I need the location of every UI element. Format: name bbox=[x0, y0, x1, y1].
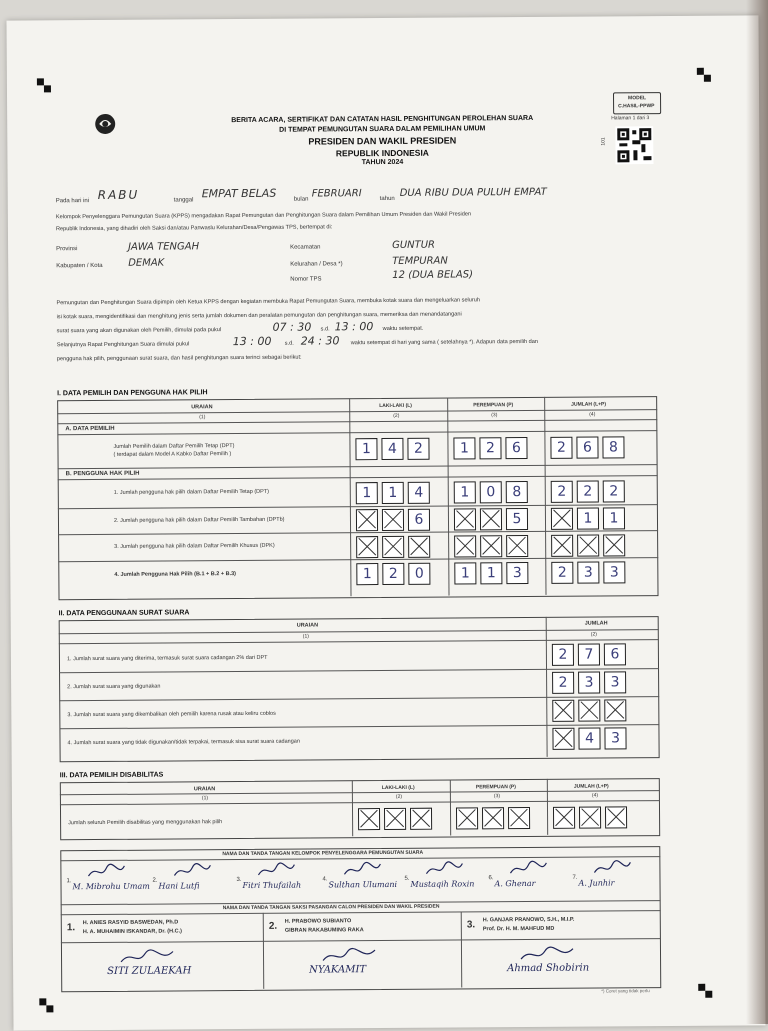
jumlah-value bbox=[551, 561, 625, 584]
section-3-title: III. DATA PEMILIH DISABILITAS bbox=[59, 771, 164, 780]
disabilitas-laki-value bbox=[358, 808, 432, 831]
digit-cell: 1 bbox=[382, 482, 404, 504]
kecamatan-value: GUNTUR bbox=[392, 239, 436, 251]
footer-code bbox=[65, 996, 66, 1001]
start-time: 07 : 30 bbox=[272, 320, 312, 334]
digit-cell: 1 bbox=[453, 437, 475, 459]
hari-value: RABU bbox=[97, 187, 140, 203]
laki-laki-value bbox=[356, 509, 430, 532]
paslon-capres: H. PRABOWO SUBIANTO bbox=[284, 918, 352, 925]
count-end: 24 : 30 bbox=[300, 334, 340, 348]
digit-cell: 1 bbox=[356, 482, 378, 504]
digit-cell: 0 bbox=[480, 481, 502, 503]
digit-cell bbox=[382, 509, 404, 531]
digit-cell: 3 bbox=[577, 562, 599, 584]
signature-stroke bbox=[172, 861, 212, 881]
digit-cell bbox=[551, 508, 573, 530]
provinsi-value: JAWA TENGAH bbox=[128, 241, 200, 253]
digit-cell: 1 bbox=[603, 507, 625, 529]
digit-cell: 8 bbox=[506, 481, 528, 503]
digit-cell bbox=[552, 728, 574, 750]
kpps-number: 1. bbox=[66, 878, 72, 885]
digit-cell bbox=[408, 536, 430, 558]
digit-cell: 3 bbox=[506, 562, 528, 584]
digit-cell bbox=[553, 807, 575, 829]
digit-cell: 4 bbox=[578, 728, 600, 750]
digit-cell: 5 bbox=[506, 508, 528, 530]
digit-cell bbox=[358, 808, 380, 830]
paslon-number: 2. bbox=[268, 920, 278, 932]
header-year: TAHUN 2024 bbox=[361, 158, 404, 167]
perempuan-value bbox=[454, 508, 528, 531]
signature-stroke bbox=[508, 859, 548, 879]
digit-cell: 2 bbox=[407, 438, 429, 460]
section-3-digit-cells bbox=[6, 15, 758, 20]
registration-mark bbox=[698, 984, 705, 991]
paslon-number: 1. bbox=[66, 922, 76, 934]
kpps-signature-name: A. Junhir bbox=[578, 878, 615, 888]
kpps-number: 7. bbox=[572, 874, 578, 881]
digit-cell: 3 bbox=[604, 727, 626, 749]
digit-cell: 1 bbox=[577, 508, 599, 530]
tahun-value: DUA RIBU DUA PULUH EMPAT bbox=[399, 186, 547, 199]
page-edge-shadow bbox=[746, 0, 768, 1024]
digit-cell: 4 bbox=[408, 482, 430, 504]
model-box: MODEL C.HASIL-PPWP bbox=[613, 92, 661, 114]
digit-cell: 2 bbox=[552, 672, 574, 694]
saksi-signature-name: NYAKAMIT bbox=[309, 964, 367, 976]
jumlah-value bbox=[551, 534, 625, 557]
disabilitas-perempuan-value bbox=[456, 807, 530, 830]
digit-cell: 2 bbox=[603, 480, 625, 502]
page-indicator: Halaman 1 dari 3 bbox=[611, 115, 650, 122]
kpps-number: 3. bbox=[236, 877, 242, 884]
jumlah-surat-value bbox=[552, 699, 626, 722]
jumlah-value bbox=[551, 480, 625, 503]
jumlah-value bbox=[551, 507, 625, 530]
digit-cell: 3 bbox=[578, 672, 600, 694]
digit-cell bbox=[454, 508, 476, 530]
signature-stroke bbox=[342, 860, 382, 880]
laki-laki-value bbox=[356, 482, 430, 505]
kpps-signature-name: Fitri Thufailah bbox=[242, 880, 302, 891]
paslon-capres: H. GANJAR PRANOWO, S.H., M.I.P. bbox=[482, 916, 575, 924]
digit-cell bbox=[605, 806, 627, 828]
digit-cell: 6 bbox=[408, 509, 430, 531]
digit-cell bbox=[480, 535, 502, 557]
digit-cell: 2 bbox=[382, 563, 404, 585]
header-line2: DI TEMPAT PEMUNGUTAN SUARA DALAM PEMILIHAN UMUM bbox=[279, 125, 486, 134]
jumlah-surat-value bbox=[552, 671, 626, 694]
paslon-capres: H. ANIES RASYID BASWEDAN, Ph.D bbox=[82, 919, 179, 927]
kpu-logo-icon bbox=[93, 112, 117, 136]
digit-cell bbox=[551, 535, 573, 557]
digit-cell bbox=[578, 700, 600, 722]
saksi-signature-name: SITI ZULAEKAH bbox=[107, 965, 192, 977]
form-sheet: MODEL C.HASIL-PPWP Halaman 1 dari 3 101 BERITA ACARA, SERTIFIKAT DAN CATATAN HASIL PENGHITUNGAN PEROLEHAN SUARA DI TEMPAT PEMUNGUTAN SUARA DALAM PEMILIHAN UMUM PRESIDEN DAN WAKIL PRESIDEN REPUBLIK INDONESIA TAHUN 2024 Pada hari ini RABU tanggal EMPAT BELAS bulan FEBRUARI tahun DUA RIBU DUA PULUH EMPAT Kelompok Penyelenggara Pemungutan Suara (KPPS) mengadakan Rapat Pemungutan dan Penghitungan Suara dalam Pemilihan Umum Presiden dan Wakil Presiden Republik Indonesia, yang dihadiri oleh Saksi dan/atau Panwaslu Kelurahan/Desa/Pengawas TPS, bertempat di: Provinsi JAWA TENGAH Kabupaten / Kota DEMAK Kecamatan GUNTUR Kelurahan / Desa *) TEMPURAN Nomor TPS 12 (DUA BELAS) Pemungutan dan Penghitungan Suara dipimpin oleh Ketua KPPS dengan kegiatan membuka Rapat Pemungutan Suara, membuka kotak suara dan mengeluarkan seluruh isi kotak suara, mengidentifikasi dan menghitung jenis serta jumlah dokumen dan peralatan pemungutan dan penghitungan suara, memeriksa dan menandatangani surat suara yang akan digunakan oleh Pemilih, dimulai pada pukul 07 : 30 s.d. 13 : 00 waktu setempat. Selanjutnya Rapat Penghitungan Suara dimulai pukul 13 : 00 s.d. 24 : 30 waktu setempat di hari yang sama ( setelahnya *). Adapun data pemilih dan pengguna hak pilih, penggunaan surat suara, dan hasil penghitungan suara terinci sebagai berikut: I. DATA PEMILIH DAN PENGGUNA HAK PILIH URAIAN LAKI-LAKI (L) PEREMPUAN (P) JUMLAH (L+P) (1) (2) (3) (4) A. DATA PEMILIH Jumlah Pemilih dalam Daftar Pemilih Tetap (DPT) ( terdapat dalam Model A Kabko Daftar Pemilih ) B. PENGGUNA HAK PILIH 1. Jumlah pengguna hak pilih dalam Daftar Pemilih Tetap (DPT) 2. Jumlah pengguna hak pilih dalam Daftar Pemilih Tambahan (DPTb) 3. Jumlah pengguna hak pilih dalam Daftar Pemilih Khusus (DPK) 4. Jumlah Pengguna Hak Pilih (B.1 + B.2 + B.3) 1 4 2 1 2 6 2 6 8 1 1 4 1 0 8 2 2 2 6 5 1 1 1 2 0 1 1 3 2 3 3 II. DATA PENGGUNAAN SURAT SUARA URAIAN JUMLAH (1) (2) 1. Jumlah surat suara yang diterima, termasuk surat suara cadangan 2% dari DPT 2. Jumlah surat suara yang digunakan 3. Jumlah surat suara yang dikembalikan oleh pemilih karena rusak atau keliru coblos 4. Jumlah surat suara yang tidak digunakan/tidak terpakai, termasuk sisa surat suara cadangan 2 7 6 2 3 3 4 3 III. DATA PEMILIH DISABILITAS URAIAN LAKI-LAKI (L) PEREMPUAN (P) JUMLAH (L+P) (1) (2) (3) (4) Jumlah seluruh Pemilih disabilitas yang menggunakan hak pilih NAMA DAN TANDA TANGAN KELOMPOK PENYELENGGARA PEMUNGUTAN SUARA NAMA DAN TANDA TANGAN SAKSI PASANGAN CALON PRESIDEN DAN WAKIL PRESIDEN 1. M. Mibrohu Umam 2. Hani Lutfi 3. Fitri Thufailah 4. Sulthan Ulumani 5. Mustaqih Roxin 6. A. Ghenar 7. A. Junhir 1. H. ANIES RASYID BASWEDAN, Ph.D H. A. MUHAIMIN ISKANDAR, Dr. (H.C.) SITI ZULAEKAH 2. H. PRABOWO SUBIANTO GIBRAN RAKABUMING RAKA NYAKAMIT 3. H. GANJAR PRANOWO, S.H., M.I.P. Prof. Dr. H. M. MAHFUD MD Ahmad Shobirin *) Coret yang tidak perlu bbox=[6, 15, 765, 1030]
digit-cell bbox=[579, 807, 601, 829]
signature-stroke bbox=[424, 859, 464, 879]
paslon-cawapres: H. A. MUHAIMIN ISKANDAR, Dr. (H.C.) bbox=[82, 928, 182, 936]
qr-code-icon bbox=[615, 126, 653, 164]
digit-cell: 1 bbox=[356, 563, 378, 585]
jumlah-surat-value bbox=[552, 727, 626, 750]
digit-cell bbox=[552, 700, 574, 722]
digit-cell: 7 bbox=[578, 644, 600, 666]
digit-cell: 8 bbox=[602, 436, 624, 458]
kabupaten-value: DEMAK bbox=[128, 257, 165, 269]
kpps-signature-name: Hani Lutfi bbox=[158, 881, 200, 891]
digit-cell: 1 bbox=[454, 562, 476, 584]
registration-mark bbox=[37, 78, 44, 85]
digit-cell: 2 bbox=[551, 481, 573, 503]
tanggal-value: EMPAT BELAS bbox=[201, 186, 277, 201]
disabilitas-jumlah-value bbox=[553, 806, 627, 829]
digit-cell bbox=[356, 509, 378, 531]
signature-stroke bbox=[517, 943, 577, 965]
digit-cell bbox=[454, 535, 476, 557]
kpps-signature-name: M. Mibrohu Umam bbox=[72, 881, 150, 892]
digit-cell bbox=[410, 808, 432, 830]
digit-cell: 2 bbox=[479, 437, 501, 459]
signature-stroke bbox=[319, 944, 379, 966]
saksi-signature-name: Ahmad Shobirin bbox=[507, 962, 590, 975]
signature-stroke bbox=[592, 858, 632, 878]
digit-cell bbox=[480, 508, 502, 530]
signature-stroke bbox=[256, 861, 296, 881]
perempuan-value bbox=[454, 562, 528, 585]
kpps-number: 2. bbox=[152, 877, 158, 884]
digit-cell: 1 bbox=[355, 438, 377, 460]
perempuan-value bbox=[454, 535, 528, 558]
bulan-value: FEBRUARI bbox=[311, 188, 362, 200]
perempuan-value bbox=[454, 481, 528, 504]
perempuan-value bbox=[453, 437, 527, 460]
section-2-title: II. DATA PENGGUNAAN SURAT SUARA bbox=[58, 609, 190, 618]
digit-cell bbox=[356, 536, 378, 558]
digit-cell: 4 bbox=[381, 438, 403, 460]
laki-laki-value bbox=[356, 563, 430, 586]
digit-cell: 2 bbox=[552, 644, 574, 666]
digit-cell bbox=[577, 535, 599, 557]
digit-cell bbox=[384, 808, 406, 830]
count-start: 13 : 00 bbox=[232, 334, 272, 349]
signature-stroke bbox=[117, 945, 177, 967]
kpps-signature-name: Mustaqih Roxin bbox=[410, 879, 475, 889]
digit-cell bbox=[456, 807, 478, 829]
kelurahan-value: TEMPURAN bbox=[392, 255, 448, 267]
intro-line3: Republik Indonesia, yang dihadiri oleh Saksi dan/atau Panwaslu Kelurahan/Desa/Pengawas TPS, bertempat di: bbox=[55, 224, 333, 233]
digit-cell bbox=[508, 807, 530, 829]
end-time: 13 : 00 bbox=[334, 320, 374, 334]
digit-cell: 6 bbox=[604, 643, 626, 665]
digit-cell: 1 bbox=[480, 562, 502, 584]
header-line1: BERITA ACARA, SERTIFIKAT DAN CATATAN HASIL PENGHITUNGAN PEROLEHAN SUARA bbox=[231, 114, 534, 125]
digit-cell: 3 bbox=[604, 671, 626, 693]
kpps-signature-name: Sulthan Ulumani bbox=[328, 879, 398, 890]
digit-cell: 2 bbox=[577, 481, 599, 503]
digit-cell bbox=[603, 534, 625, 556]
registration-mark bbox=[39, 998, 46, 1005]
header-title: PRESIDEN DAN WAKIL PRESIDEN bbox=[308, 135, 457, 147]
digit-cell: 1 bbox=[454, 481, 476, 503]
tps-value: 12 (DUA BELAS) bbox=[392, 269, 473, 281]
registration-mark bbox=[697, 68, 704, 75]
digit-cell: 3 bbox=[603, 561, 625, 583]
section-1-title: I. DATA PEMILIH DAN PENGGUNA HAK PILIH bbox=[57, 389, 208, 398]
digit-cell bbox=[506, 535, 528, 557]
intro-line2: Kelompok Penyelenggara Pemungutan Suara (KPPS) mengadakan Rapat Pemungutan dan Penghitungan Suara dalam Pemilihan Umum Presiden dan Wakil Presiden bbox=[55, 211, 472, 221]
digit-cell: 2 bbox=[551, 562, 573, 584]
laki-laki-value bbox=[355, 438, 429, 461]
footer-note: *) Coret yang tidak perlu bbox=[601, 988, 650, 994]
jumlah-surat-value bbox=[552, 643, 626, 666]
digit-cell bbox=[604, 699, 626, 721]
kpps-number: 4. bbox=[322, 876, 328, 883]
paslon-number: 3. bbox=[466, 919, 476, 931]
digit-cell: 6 bbox=[505, 437, 527, 459]
digit-cell: 0 bbox=[408, 563, 430, 585]
signature-stroke bbox=[86, 862, 126, 882]
laki-laki-value bbox=[356, 536, 430, 559]
side-number: 101 bbox=[600, 137, 607, 146]
kpps-number: 6. bbox=[488, 875, 494, 882]
digit-cell bbox=[482, 807, 504, 829]
header-country: REPUBLIK INDONESIA bbox=[335, 147, 429, 159]
jumlah-value bbox=[550, 436, 624, 459]
paslon-cawapres: GIBRAN RAKABUMING RAKA bbox=[284, 927, 364, 934]
digit-cell: 2 bbox=[550, 437, 572, 459]
digit-cell: 6 bbox=[576, 437, 598, 459]
kpps-number: 5. bbox=[404, 875, 410, 882]
kpps-signature-name: A. Ghenar bbox=[494, 878, 536, 889]
digit-cell bbox=[382, 536, 404, 558]
paslon-cawapres: Prof. Dr. H. M. MAHFUD MD bbox=[482, 925, 555, 933]
